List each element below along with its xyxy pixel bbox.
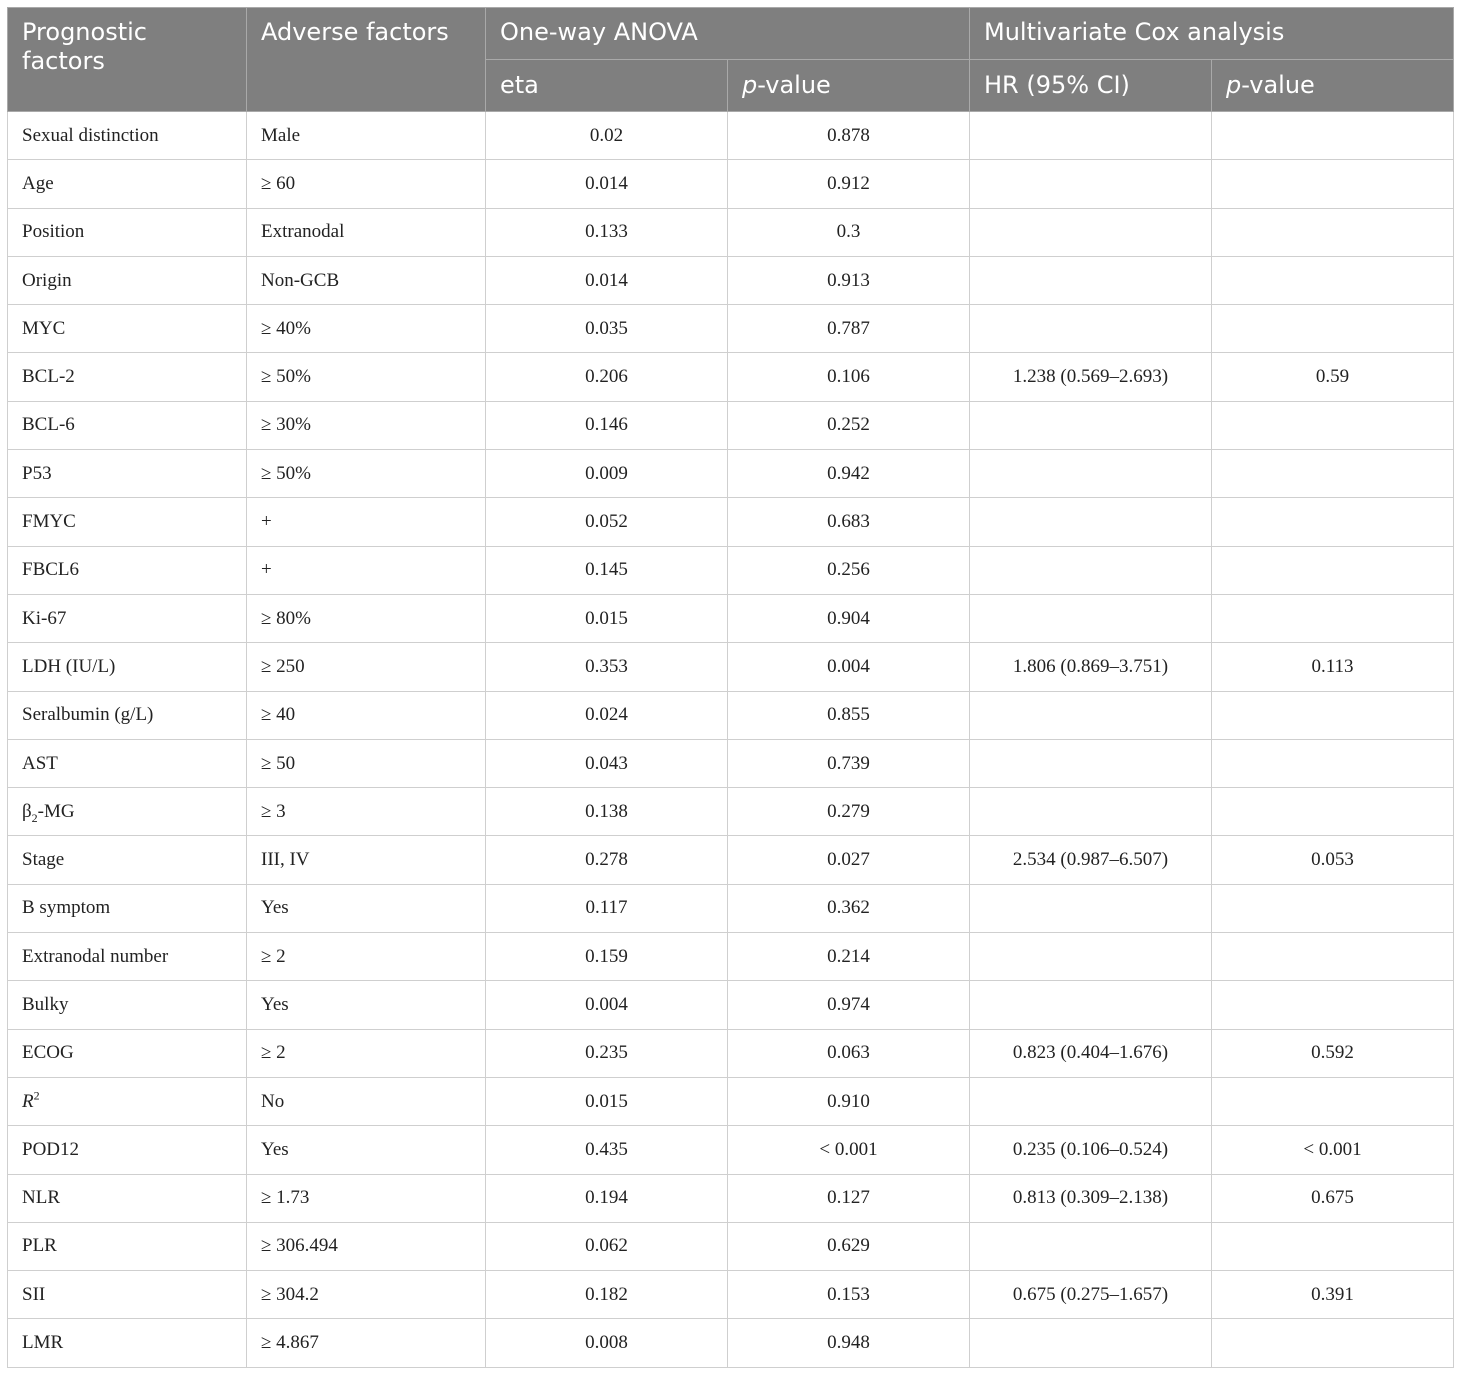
- cell-adverse-factor: ≥ 304.2: [247, 1271, 486, 1319]
- cell-anova-p-value: < 0.001: [728, 1126, 970, 1174]
- cell-adverse-factor: ≥ 250: [247, 643, 486, 691]
- cell-prognostic-factor: Origin: [8, 256, 247, 304]
- cell-hr-ci: [970, 933, 1212, 981]
- cell-hr-ci: [970, 401, 1212, 449]
- cell-adverse-factor: ≥ 2: [247, 1029, 486, 1077]
- cell-hr-ci: 0.675 (0.275–1.657): [970, 1271, 1212, 1319]
- cell-cox-p-value: 0.675: [1212, 1174, 1454, 1222]
- table-row: [8, 450, 1454, 498]
- cell-hr-ci: [970, 739, 1212, 787]
- cell-prognostic-factor: BCL-6: [8, 401, 247, 449]
- cell-anova-p-value: 0.878: [728, 112, 970, 160]
- cell-anova-p-value: 0.855: [728, 691, 970, 739]
- cell-eta: 0.235: [486, 1029, 728, 1077]
- cell-adverse-factor: ≥ 50%: [247, 450, 486, 498]
- p-suffix: -value: [757, 71, 831, 99]
- cell-anova-p-value: 0.004: [728, 643, 970, 691]
- cell-eta: 0.206: [486, 353, 728, 401]
- cell-cox-p-value: [1212, 933, 1454, 981]
- table-row: [8, 256, 1454, 304]
- cell-cox-p-value: [1212, 112, 1454, 160]
- table-row: [8, 401, 1454, 449]
- cell-cox-p-value: [1212, 256, 1454, 304]
- cell-adverse-factor: Yes: [247, 981, 486, 1029]
- factor-base: β: [22, 800, 32, 822]
- header-hr-ci: HR (95% CI): [970, 60, 1212, 112]
- cell-eta: 0.02: [486, 112, 728, 160]
- header-multivariate-cox: Multivariate Cox analysis: [970, 8, 1454, 60]
- cell-cox-p-value: [1212, 401, 1454, 449]
- table-row: [8, 1174, 1454, 1222]
- cell-eta: 0.062: [486, 1222, 728, 1270]
- cell-hr-ci: [970, 546, 1212, 594]
- cell-cox-p-value: 0.113: [1212, 643, 1454, 691]
- cell-cox-p-value: [1212, 208, 1454, 256]
- cell-cox-p-value: 0.592: [1212, 1029, 1454, 1077]
- cell-hr-ci: [970, 305, 1212, 353]
- cell-eta: 0.009: [486, 450, 728, 498]
- cell-adverse-factor: No: [247, 1077, 486, 1125]
- cell-anova-p-value: 0.942: [728, 450, 970, 498]
- cell-hr-ci: [970, 1077, 1212, 1125]
- p-letter: p: [1226, 71, 1242, 99]
- cell-eta: 0.278: [486, 836, 728, 884]
- cell-anova-p-value: 0.629: [728, 1222, 970, 1270]
- cell-adverse-factor: ≥ 4.867: [247, 1319, 486, 1367]
- cell-adverse-factor: ≥ 2: [247, 933, 486, 981]
- cell-adverse-factor: ≥ 50: [247, 739, 486, 787]
- table-row: [8, 498, 1454, 546]
- cell-anova-p-value: 0.027: [728, 836, 970, 884]
- cell-eta: 0.353: [486, 643, 728, 691]
- cell-anova-p-value: 0.252: [728, 401, 970, 449]
- cell-prognostic-factor: ECOG: [8, 1029, 247, 1077]
- cell-prognostic-factor: Sexual distinction: [8, 112, 247, 160]
- cell-anova-p-value: 0.739: [728, 739, 970, 787]
- cell-adverse-factor: +: [247, 498, 486, 546]
- cell-cox-p-value: 0.053: [1212, 836, 1454, 884]
- cell-prognostic-factor: FMYC: [8, 498, 247, 546]
- cell-adverse-factor: Non-GCB: [247, 256, 486, 304]
- cell-adverse-factor: ≥ 40%: [247, 305, 486, 353]
- cell-cox-p-value: [1212, 305, 1454, 353]
- cell-anova-p-value: 0.256: [728, 546, 970, 594]
- cell-prognostic-factor: NLR: [8, 1174, 247, 1222]
- cell-anova-p-value: 0.913: [728, 256, 970, 304]
- cell-hr-ci: [970, 594, 1212, 642]
- cell-eta: 0.015: [486, 594, 728, 642]
- cell-adverse-factor: ≥ 80%: [247, 594, 486, 642]
- cell-prognostic-factor: Bulky: [8, 981, 247, 1029]
- cell-adverse-factor: Extranodal: [247, 208, 486, 256]
- table-row: [8, 739, 1454, 787]
- cell-prognostic-factor: [8, 1077, 247, 1125]
- cell-eta: 0.024: [486, 691, 728, 739]
- cell-anova-p-value: 0.127: [728, 1174, 970, 1222]
- header-prognostic-factors: Prognostic factors: [8, 8, 247, 112]
- cell-adverse-factor: ≥ 3: [247, 788, 486, 836]
- header-eta: eta: [486, 60, 728, 112]
- cell-eta: 0.117: [486, 884, 728, 932]
- cell-hr-ci: [970, 884, 1212, 932]
- cell-anova-p-value: 0.912: [728, 160, 970, 208]
- cell-anova-p-value: 0.362: [728, 884, 970, 932]
- cell-anova-p-value: 0.904: [728, 594, 970, 642]
- cell-eta: 0.035: [486, 305, 728, 353]
- cell-eta: 0.008: [486, 1319, 728, 1367]
- cell-hr-ci: [970, 112, 1212, 160]
- cell-cox-p-value: 0.391: [1212, 1271, 1454, 1319]
- cell-prognostic-factor: Extranodal number: [8, 933, 247, 981]
- cell-eta: 0.435: [486, 1126, 728, 1174]
- cell-anova-p-value: 0.787: [728, 305, 970, 353]
- cell-eta: 0.004: [486, 981, 728, 1029]
- cell-eta: 0.182: [486, 1271, 728, 1319]
- table-row: [8, 594, 1454, 642]
- table-row: [8, 208, 1454, 256]
- cell-adverse-factor: ≥ 60: [247, 160, 486, 208]
- cell-hr-ci: 1.806 (0.869–3.751): [970, 643, 1212, 691]
- cell-hr-ci: 0.235 (0.106–0.524): [970, 1126, 1212, 1174]
- cell-prognostic-factor: Seralbumin (g/L): [8, 691, 247, 739]
- cell-prognostic-factor: MYC: [8, 305, 247, 353]
- cell-adverse-factor: Yes: [247, 884, 486, 932]
- factor-subscript: 2: [31, 810, 38, 825]
- table-row: [8, 884, 1454, 932]
- cell-prognostic-factor: AST: [8, 739, 247, 787]
- cell-prognostic-factor: Stage: [8, 836, 247, 884]
- cell-cox-p-value: [1212, 594, 1454, 642]
- cell-hr-ci: [970, 691, 1212, 739]
- cell-hr-ci: 0.823 (0.404–1.676): [970, 1029, 1212, 1077]
- cell-adverse-factor: ≥ 50%: [247, 353, 486, 401]
- cell-anova-p-value: 0.948: [728, 1319, 970, 1367]
- cell-hr-ci: [970, 1222, 1212, 1270]
- cell-anova-p-value: 0.279: [728, 788, 970, 836]
- header-anova-p-value: [728, 60, 970, 112]
- cell-adverse-factor: III, IV: [247, 836, 486, 884]
- table-row: [8, 836, 1454, 884]
- cell-hr-ci: [970, 160, 1212, 208]
- cell-eta: 0.014: [486, 160, 728, 208]
- table-row: [8, 1077, 1454, 1125]
- table-row: [8, 353, 1454, 401]
- p-letter: p: [742, 71, 758, 99]
- cell-hr-ci: [970, 208, 1212, 256]
- cell-cox-p-value: [1212, 1319, 1454, 1367]
- cell-cox-p-value: [1212, 739, 1454, 787]
- cell-hr-ci: [970, 1319, 1212, 1367]
- cell-eta: 0.146: [486, 401, 728, 449]
- cell-eta: 0.145: [486, 546, 728, 594]
- cell-hr-ci: [970, 256, 1212, 304]
- cell-eta: 0.014: [486, 256, 728, 304]
- cell-cox-p-value: [1212, 884, 1454, 932]
- table-row: [8, 933, 1454, 981]
- cell-hr-ci: 1.238 (0.569–2.693): [970, 353, 1212, 401]
- cell-anova-p-value: 0.910: [728, 1077, 970, 1125]
- cell-cox-p-value: < 0.001: [1212, 1126, 1454, 1174]
- cell-cox-p-value: [1212, 788, 1454, 836]
- table-row: [8, 1222, 1454, 1270]
- table-row: [8, 788, 1454, 836]
- cell-prognostic-factor: Age: [8, 160, 247, 208]
- cell-prognostic-factor: LDH (IU/L): [8, 643, 247, 691]
- cell-hr-ci: [970, 788, 1212, 836]
- factor-base: R: [22, 1090, 34, 1112]
- cell-hr-ci: [970, 981, 1212, 1029]
- p-suffix: -value: [1241, 71, 1315, 99]
- cell-hr-ci: 0.813 (0.309–2.138): [970, 1174, 1212, 1222]
- cell-hr-ci: 2.534 (0.987–6.507): [970, 836, 1212, 884]
- cell-eta: 0.133: [486, 208, 728, 256]
- cell-adverse-factor: ≥ 306.494: [247, 1222, 486, 1270]
- cell-prognostic-factor: BCL-2: [8, 353, 247, 401]
- table-row: [8, 1271, 1454, 1319]
- cell-prognostic-factor: Ki-67: [8, 594, 247, 642]
- cell-prognostic-factor: P53: [8, 450, 247, 498]
- header-cox-p-value: [1212, 60, 1454, 112]
- cell-eta: 0.159: [486, 933, 728, 981]
- cell-anova-p-value: 0.214: [728, 933, 970, 981]
- cell-cox-p-value: [1212, 546, 1454, 594]
- cell-hr-ci: [970, 450, 1212, 498]
- cell-anova-p-value: 0.974: [728, 981, 970, 1029]
- table-row: [8, 160, 1454, 208]
- cell-anova-p-value: 0.153: [728, 1271, 970, 1319]
- cell-prognostic-factor: Position: [8, 208, 247, 256]
- cell-cox-p-value: [1212, 691, 1454, 739]
- cell-adverse-factor: ≥ 30%: [247, 401, 486, 449]
- factor-tail: -MG: [37, 800, 75, 822]
- cell-prognostic-factor: [8, 788, 247, 836]
- factor-superscript: 2: [33, 1088, 40, 1103]
- cell-cox-p-value: [1212, 1222, 1454, 1270]
- cell-eta: 0.138: [486, 788, 728, 836]
- table-row: [8, 1319, 1454, 1367]
- table-row: [8, 643, 1454, 691]
- cell-cox-p-value: 0.59: [1212, 353, 1454, 401]
- table-row: [8, 112, 1454, 160]
- cell-adverse-factor: Yes: [247, 1126, 486, 1174]
- cell-prognostic-factor: B symptom: [8, 884, 247, 932]
- cell-adverse-factor: ≥ 1.73: [247, 1174, 486, 1222]
- cell-prognostic-factor: FBCL6: [8, 546, 247, 594]
- cell-cox-p-value: [1212, 160, 1454, 208]
- table-row: [8, 981, 1454, 1029]
- prognostic-factors-table: [7, 7, 1454, 1368]
- cell-anova-p-value: 0.683: [728, 498, 970, 546]
- cell-eta: 0.043: [486, 739, 728, 787]
- table-row: [8, 546, 1454, 594]
- cell-cox-p-value: [1212, 981, 1454, 1029]
- header-adverse-factors: Adverse factors: [247, 8, 486, 112]
- table-row: [8, 1126, 1454, 1174]
- table-row: [8, 1029, 1454, 1077]
- cell-hr-ci: [970, 498, 1212, 546]
- cell-prognostic-factor: SII: [8, 1271, 247, 1319]
- cell-adverse-factor: Male: [247, 112, 486, 160]
- cell-prognostic-factor: POD12: [8, 1126, 247, 1174]
- cell-anova-p-value: 0.063: [728, 1029, 970, 1077]
- cell-eta: 0.194: [486, 1174, 728, 1222]
- cell-anova-p-value: 0.3: [728, 208, 970, 256]
- cell-prognostic-factor: PLR: [8, 1222, 247, 1270]
- cell-cox-p-value: [1212, 498, 1454, 546]
- table-row: [8, 305, 1454, 353]
- table-body: [8, 112, 1454, 1368]
- cell-adverse-factor: ≥ 40: [247, 691, 486, 739]
- cell-eta: 0.015: [486, 1077, 728, 1125]
- cell-anova-p-value: 0.106: [728, 353, 970, 401]
- cell-cox-p-value: [1212, 1077, 1454, 1125]
- cell-adverse-factor: +: [247, 546, 486, 594]
- table-row: [8, 691, 1454, 739]
- table-header: [8, 8, 1454, 112]
- header-one-way-anova: One-way ANOVA: [486, 8, 970, 60]
- cell-eta: 0.052: [486, 498, 728, 546]
- header-row-1: [8, 8, 1454, 60]
- cell-prognostic-factor: LMR: [8, 1319, 247, 1367]
- cell-cox-p-value: [1212, 450, 1454, 498]
